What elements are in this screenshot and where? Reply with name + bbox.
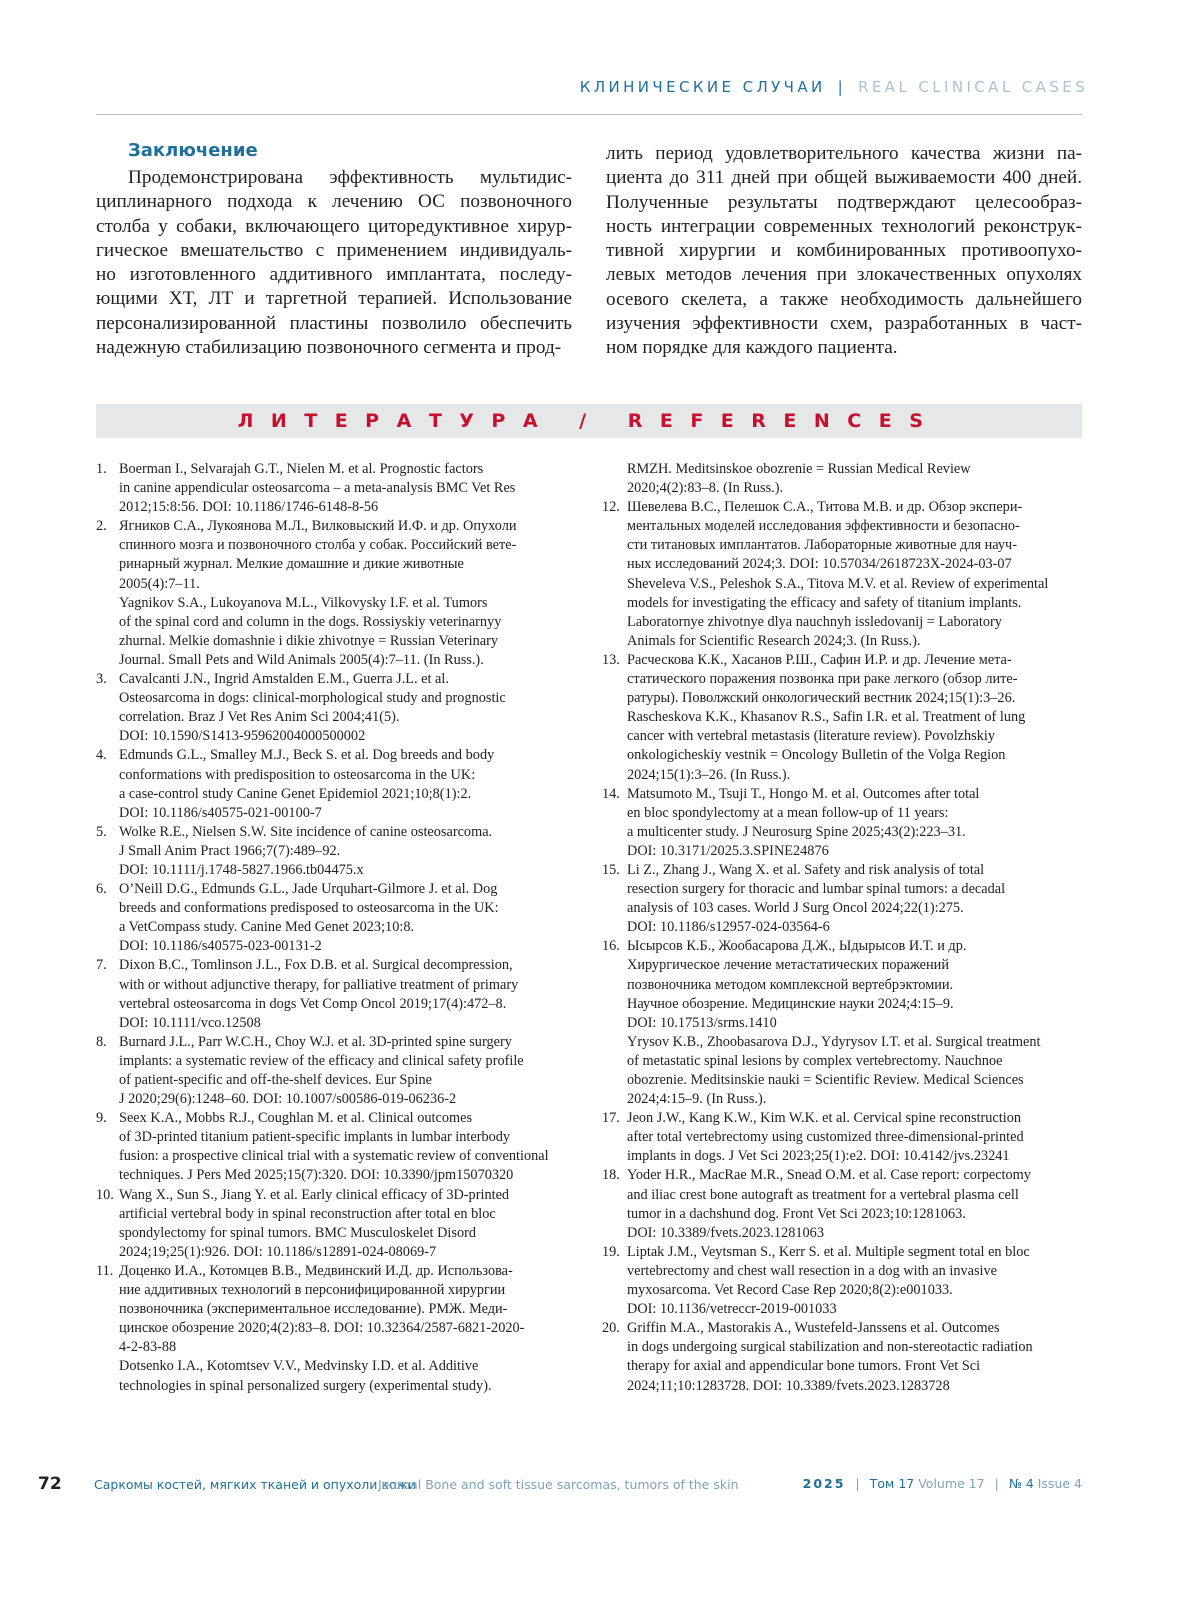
issue-sep-2: |	[994, 1476, 999, 1491]
text-line: тивной хирургии и комбинированных противоопухо-	[606, 240, 1082, 262]
reference-line: сти титановых имплантатов. Лабораторные животные для науч-	[627, 537, 1017, 554]
reference-line: vertebral osteosarcoma in dogs Vet Comp Oncol 2019;17(4):472–8.	[119, 995, 507, 1012]
reference-line: zhurnal. Melkie domashnie i dikie zhivotnye = Russian Veterinary	[119, 632, 499, 649]
text-line: циплинарного подхода к лечению ОС позвоночного	[96, 191, 572, 213]
reference-line: onkologicheskiy vestnik = Oncology Bulletin of the Volga Region	[627, 747, 1006, 764]
reference-line: a VetCompass study. Canine Med Genet 2023;10:8.	[119, 919, 415, 936]
reference-line: Sheveleva V.S., Peleshok S.A., Titova M.V. et al. Review of experimental	[627, 575, 1049, 592]
reference-line: myxosarcoma. Vet Record Case Rep 2020;8(2):e001033.	[627, 1282, 953, 1299]
reference-line: artificial vertebral body in spinal reconstruction after total en bloc	[119, 1205, 496, 1222]
reference-line: 2024;4:15–9. (In Russ.).	[627, 1091, 767, 1108]
reference-line: DOI: 10.1111/j.1748-5827.1966.tb04475.x	[119, 861, 364, 878]
issue-ru: № 4	[1008, 1476, 1034, 1491]
reference-line: Wang X., Sun S., Jiang Y. et al. Early clinical efficacy of 3D-printed	[119, 1186, 510, 1203]
text-line: ющими ХТ, ЛТ и таргетной терапией. Использование	[96, 288, 572, 310]
reference-item	[602, 1109, 1084, 1166]
references-column-right	[602, 460, 1084, 1396]
text-line: Продемонстрирована эффективность мультидис-	[128, 167, 572, 188]
reference-line: Animals for Scientific Research 2024;3. (In Russ.).	[627, 632, 921, 649]
reference-line: and iliac crest bone autograft as treatment for a vertebral plasma cell	[627, 1186, 1019, 1203]
reference-item	[96, 823, 576, 880]
reference-number: 15.	[602, 861, 620, 878]
reference-number: 13.	[602, 651, 620, 668]
section-separator: |	[837, 78, 847, 96]
reference-number: 8.	[96, 1033, 107, 1050]
reference-line: spondylectomy for spinal tumors. BMC Musculoskelet Disord	[119, 1224, 477, 1241]
reference-number: 16.	[602, 938, 620, 955]
text-line: изучения эффективности схем, разработанных в част-	[606, 313, 1082, 335]
reference-line: therapy for axial and appendicular bone tumors. Front Vet Sci	[627, 1358, 981, 1375]
reference-item	[96, 517, 576, 670]
volume-en: Volume 17	[918, 1476, 985, 1491]
reference-item	[602, 498, 1084, 651]
reference-line: DOI: 10.1186/s12957-024-03564-6	[627, 919, 830, 936]
reference-line: Yoder H.R., MacRae M.R., Snead O.M. et al. Case report: corpectomy	[627, 1167, 1031, 1184]
reference-number: 7.	[96, 957, 107, 974]
reference-line: 2024;19;25(1):926. DOI: 10.1186/s12891-024-08069-7	[119, 1243, 437, 1260]
reference-line: Ысырсов К.Б., Жообасарова Д.Ж., Ыдырысов И.Т. и др.	[627, 938, 967, 955]
references-column-left	[96, 460, 576, 1396]
reference-item	[602, 861, 1084, 937]
reference-line: analysis of 103 cases. World J Surg Oncol 2024;22(1):275.	[627, 900, 964, 917]
section-title-ru: КЛИНИЧЕСКИЕ СЛУЧАИ	[579, 78, 826, 96]
text-line: персонализированной пластины позволило обеспечить	[96, 312, 572, 334]
reference-line: of patient-specific and off-the-shelf devices. Eur Spine	[119, 1072, 432, 1088]
reference-line: ментальных моделей исследования эффективности и безопасно-	[627, 518, 1020, 535]
reference-line: en bloc spondylectomy at a mean follow-up of 11 years:	[627, 804, 949, 821]
reference-line: Wolke R.E., Nielsen S.W. Site incidence of canine osteosarcoma.	[119, 823, 493, 840]
section-title-en: REAL CLINICAL CASES	[858, 78, 1088, 96]
reference-line: ринарный журнал. Мелкие домашние и дикие животные	[119, 556, 464, 573]
reference-item	[96, 956, 576, 1032]
reference-line: ние аддитивных технологий в персонифицированной хирургии	[119, 1282, 506, 1299]
text-line: лить период удовлетворительного качества жизни па-	[606, 143, 1082, 164]
journal-title-en: Journal Bone and soft tissue sarcomas, tumors of the skin	[378, 1477, 739, 1492]
text-line: но изготовленного аддитивного имплантата, последу-	[96, 264, 572, 286]
reference-line: 4-2-83-88	[119, 1339, 177, 1356]
reference-line: спинного мозга и позвоночного столба у собак. Российский вете-	[119, 537, 517, 554]
reference-line: a multicenter study. J Neurosurg Spine 2025;43(2):223–31.	[627, 823, 966, 840]
reference-line: of 3D-printed titanium patient-specific implants in lumbar interbody	[119, 1129, 511, 1146]
reference-line: of metastatic spinal lesions by complex vertebrectomy. Nauchnoe	[627, 1052, 1003, 1069]
reference-line: J 2020;29(6):1248–60. DOI: 10.1007/s00586-019-06236-2	[119, 1091, 457, 1108]
text-line: надежную стабилизацию позвоночного сегмента и прод-	[96, 337, 562, 359]
conclusion-text-right	[606, 142, 1082, 361]
issue-year: 2025	[802, 1476, 846, 1491]
text-line: Полученные результаты подтверждают целесообраз-	[606, 191, 1082, 213]
references-heading: ЛИТЕРАТУРА / REFERENCES	[96, 404, 1082, 438]
reference-item	[96, 880, 576, 956]
text-line: осевого скелета, а также необходимость дальнейшего	[606, 288, 1082, 310]
reference-line: obozrenie. Meditsinskie nauki = Scientific Review. Medical Sciences	[627, 1072, 1024, 1088]
text-line: столба у собаки, включающего циторедуктивное хирур-	[96, 215, 572, 237]
reference-line: Dixon B.C., Tomlinson J.L., Fox D.B. et al. Surgical decompression,	[119, 957, 513, 974]
reference-line: correlation. Braz J Vet Res Anim Sci 2004;41(5).	[119, 709, 400, 726]
page-footer	[0, 1474, 1200, 1498]
reference-line: cancer with vertebral metastasis (literature review). Povolzhskiy	[627, 728, 996, 745]
reference-line: Boerman I., Selvarajah G.T., Nielen M. et al. Prognostic factors	[119, 461, 484, 477]
reference-line: DOI: 10.1136/vetreccr-2019-001033	[627, 1301, 837, 1318]
reference-item	[602, 937, 1084, 1109]
reference-line: Matsumoto M., Tsuji T., Hongo M. et al. Outcomes after total	[627, 785, 980, 802]
reference-number: 4.	[96, 747, 107, 764]
reference-line: Jeon J.W., Kang K.W., Kim W.K. et al. Cervical spine reconstruction	[627, 1110, 1022, 1127]
reference-line: позвоночника (экспериментальное исследование). РМЖ. Меди-	[119, 1301, 508, 1318]
reference-line: breeds and conformations predisposed to osteosarcoma in the UK:	[119, 900, 499, 917]
reference-number: 1.	[96, 461, 107, 477]
reference-line: Seex K.A., Mobbs R.J., Coughlan M. et al. Clinical outcomes	[119, 1110, 473, 1127]
reference-line: Edmunds G.L., Smalley M.J., Beck S. et al. Dog breeds and body	[119, 747, 495, 764]
reference-line: Griffin M.A., Mastorakis A., Wustefeld-Janssens et al. Outcomes	[627, 1320, 1000, 1337]
reference-line: Yagnikov S.A., Lukoyanova M.L., Vilkovysky I.F. et al. Tumors	[119, 594, 488, 611]
reference-item	[96, 1262, 576, 1396]
reference-line: DOI: 10.3171/2025.3.SPINE24876	[627, 842, 829, 859]
reference-line: Osteosarcoma in dogs: clinical-morphological study and prognostic	[119, 690, 506, 707]
volume-ru: Том 17	[869, 1476, 915, 1491]
reference-line: 2005(4):7–11.	[119, 575, 200, 592]
running-head	[580, 78, 1088, 96]
reference-item	[602, 1243, 1084, 1319]
reference-line: DOI: 10.17513/srms.1410	[627, 1014, 777, 1031]
text-line: левых методов лечения при злокачественных опухолях	[606, 264, 1082, 286]
reference-item	[602, 785, 1084, 861]
reference-item	[96, 1186, 576, 1262]
reference-line: technologies in spinal personalized surgery (experimental study).	[119, 1377, 492, 1394]
reference-line: J Small Anim Pract 1966;7(7):489–92.	[119, 842, 341, 859]
reference-item	[602, 1319, 1084, 1395]
reference-item	[96, 460, 576, 517]
issue-info	[803, 1476, 1082, 1491]
reference-number: 14.	[602, 785, 620, 802]
reference-number: 19.	[602, 1243, 620, 1260]
reference-number: 5.	[96, 823, 107, 840]
reference-line: Rascheskova K.K., Khasanov R.S., Safin I.R. et al. Treatment of lung	[627, 709, 1026, 726]
reference-item	[96, 746, 576, 822]
text-line: гическое вмешательство с применением индивидуаль-	[96, 239, 572, 261]
page-number: 72	[38, 1474, 62, 1494]
reference-item	[602, 651, 1084, 785]
reference-line: conformations with predisposition to osteosarcoma in the UK:	[119, 766, 476, 783]
text-line: ность интеграции современных технологий реконструк-	[606, 215, 1082, 237]
reference-number: 10.	[96, 1186, 114, 1203]
reference-line: techniques. J Pers Med 2025;15(7):320. DOI: 10.3390/jpm15070320	[119, 1167, 514, 1184]
reference-line: RMZH. Meditsinskoe obozrenie = Russian Medical Review	[627, 461, 971, 477]
reference-line: O’Neill D.G., Edmunds G.L., Jade Urquhart-Gilmore J. et al. Dog	[119, 881, 498, 898]
reference-line: implants: a systematic review of the efficacy and clinical safety profile	[119, 1052, 524, 1069]
reference-line: Шевелева В.С., Пелешок С.А., Титова М.В. и др. Обзор экспери-	[627, 499, 1023, 516]
text-line: циента до 311 дней при общей выживаемости 400 дней.	[606, 167, 1082, 189]
reference-line: Cavalcanti J.N., Ingrid Amstalden E.M., Guerra J.L. et al.	[119, 671, 449, 688]
conclusion-heading: Заключение	[128, 140, 258, 161]
reference-item	[602, 1166, 1084, 1242]
reference-item	[96, 1109, 576, 1185]
reference-line: Journal. Small Pets and Wild Animals 2005(4):7–11. (In Russ.).	[119, 651, 484, 668]
reference-line: DOI: 10.1590/S1413-95962004000500002	[119, 728, 366, 745]
reference-line: in canine appendicular osteosarcoma – a meta-analysis BMC Vet Res	[119, 480, 516, 497]
reference-line: цинское обозрение 2020;4(2):83–8. DOI: 10.32364/2587-6821-2020-	[119, 1320, 525, 1337]
reference-line: 2012;15:8:56. DOI: 10.1186/1746-6148-8-56	[119, 499, 379, 516]
reference-line: ратуры). Поволжский онкологический вестник 2024;15(1):3–26.	[627, 690, 1016, 707]
reference-line: позвоночника методом комплексной вертебрэктомии.	[627, 976, 954, 993]
reference-line: 2020;4(2):83–8. (In Russ.).	[627, 480, 784, 497]
reference-line: of the spinal cord and column in the dogs. Rossiyskiy veterinarnyy	[119, 613, 502, 630]
reference-line: DOI: 10.1186/s40575-021-00100-7	[119, 804, 322, 821]
reference-line: статического поражения позвонка при раке легкого (обзор лите-	[627, 671, 1018, 688]
reference-number: 17.	[602, 1110, 620, 1127]
reference-line: fusion: a prospective clinical trial with a systematic review of conventional	[119, 1148, 549, 1165]
reference-item	[96, 1033, 576, 1109]
text-line: ном порядке для каждого пациента.	[606, 337, 898, 359]
reference-line: Хирургическое лечение метастатических поражений	[627, 957, 949, 974]
reference-line: vertebrectomy and chest wall resection in a dog with an invasive	[627, 1262, 998, 1279]
reference-line: Liptak J.M., Veytsman S., Kerr S. et al. Multiple segment total en bloc	[627, 1243, 1030, 1260]
reference-number: 11.	[96, 1262, 114, 1279]
issue-en: Issue 4	[1037, 1476, 1082, 1491]
reference-line: Ягников С.А., Лукоянова М.Л., Вилковыский И.Ф. и др. Опухоли	[119, 518, 517, 535]
reference-line: with or without adjunctive therapy, for palliative treatment of primary	[119, 976, 519, 993]
reference-line: Laboratornye zhivotnye dlya nauchnyh issledovanij = Laboratory	[627, 613, 1002, 630]
reference-line: after total vertebrectomy using customized three-dimensional-printed	[627, 1129, 1024, 1146]
conclusion-text-left	[96, 166, 572, 360]
reference-item	[602, 460, 1084, 498]
reference-line: Научное обозрение. Медицинские науки 2024;4:15–9.	[627, 995, 954, 1012]
reference-line: implants in dogs. J Vet Sci 2023;25(1):e2. DOI: 10.4142/jvs.23241	[627, 1148, 1010, 1165]
reference-number: 12.	[602, 499, 620, 516]
reference-line: Burnard J.L., Parr W.C.H., Choy W.J. et al. 3D-printed spine surgery	[119, 1033, 512, 1050]
reference-line: resection surgery for thoracic and lumbar spinal tumors: a decadal	[627, 881, 1006, 898]
reference-line: a case-control study Canine Genet Epidemiol 2021;10;8(1):2.	[119, 785, 472, 802]
reference-line: Расческова К.К., Хасанов Р.Ш., Сафин И.Р. и др. Лечение мета-	[627, 651, 1012, 668]
reference-line: models for investigating the efficacy and safety of titanium implants.	[627, 594, 1022, 611]
reference-line: Li Z., Zhang J., Wang X. et al. Safety and risk analysis of total	[627, 861, 985, 878]
reference-item	[96, 670, 576, 746]
reference-number: 20.	[602, 1320, 620, 1337]
reference-number: 2.	[96, 518, 107, 535]
reference-line: DOI: 10.1111/vco.12508	[119, 1014, 261, 1031]
reference-line: tumor in a dachshund dog. Front Vet Sci 2023;10:1281063.	[627, 1205, 966, 1222]
reference-line: 2024;15(1):3–26. (In Russ.).	[627, 766, 791, 783]
reference-line: ных исследований 2024;3. DOI: 10.57034/2618723X-2024-03-07	[627, 556, 1012, 573]
reference-line: Yrysov K.B., Zhoobasarova D.J., Ydyrysov I.T. et al. Surgical treatment	[627, 1033, 1041, 1050]
header-divider	[96, 114, 1082, 115]
reference-line: in dogs undergoing surgical stabilization and non-stereotactic radiation	[627, 1339, 1033, 1356]
issue-sep-1: |	[855, 1476, 860, 1491]
reference-line: Доценко И.А., Котомцев В.В., Медвинский И.Д. др. Использова-	[119, 1262, 513, 1279]
reference-line: 2024;11;10:1283728. DOI: 10.3389/fvets.2023.1283728	[627, 1377, 950, 1394]
reference-line: DOI: 10.1186/s40575-023-00131-2	[119, 938, 322, 955]
reference-line: Dotsenko I.A., Kotomtsev V.V., Medvinsky I.D. et al. Additive	[119, 1358, 479, 1375]
reference-line: DOI: 10.3389/fvets.2023.1281063	[627, 1224, 824, 1241]
journal-title-ru: Саркомы костей, мягких тканей и опухоли кожи	[94, 1477, 416, 1492]
reference-number: 6.	[96, 881, 107, 898]
reference-number: 3.	[96, 671, 107, 688]
reference-number: 18.	[602, 1167, 620, 1184]
reference-number: 9.	[96, 1110, 107, 1127]
